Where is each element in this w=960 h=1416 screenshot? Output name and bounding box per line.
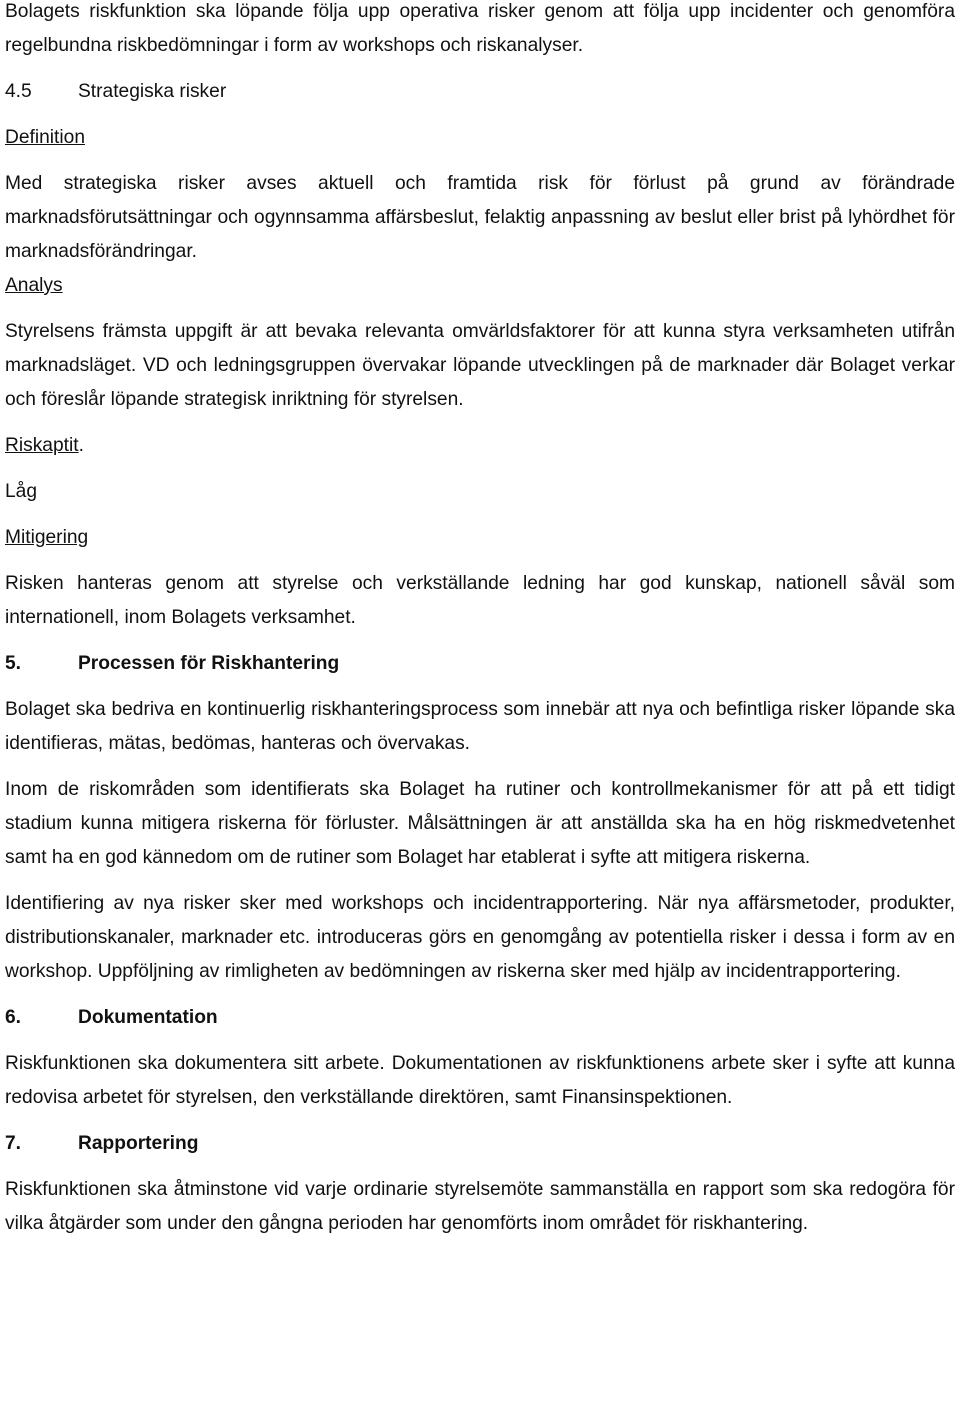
section-7-paragraph-1: Riskfunktionen ska åtminstone vid varje ordinarie styrelsemöte sammanställa en rapport som ska redogöra för vilka åtgärder som under den gångna perioden har genomförts inom området för riskhantering. xyxy=(5,1179,955,1234)
section-5-paragraph-1: Bolaget ska bedriva en kontinuerlig riskhanteringsprocess som innebär att nya och befintliga risker löpande ska identifieras, mätas, bedömas, hanteras och övervakas. xyxy=(5,699,955,754)
section-4-5-title: Strategiska risker xyxy=(78,81,227,102)
riskaptit-value: Låg xyxy=(5,481,38,502)
analys-paragraph: Styrelsens främsta uppgift är att bevaka relevanta omvärldsfaktorer för att kunna styra verksamheten utifrån marknadsläget. VD och ledningsgruppen övervakar löpande utvecklingen på de marknader där Bolaget verkar och föreslår löpande strategisk inriktning för styrelsen. xyxy=(5,321,955,410)
section-5-number: 5. xyxy=(5,653,22,674)
section-6-heading xyxy=(5,1001,955,1035)
analys-label: Analys xyxy=(5,275,63,296)
section-5-paragraph-2: Inom de riskområden som identifierats ska Bolaget ha rutiner och kontrollmekanismer för att på ett tidigt stadium kunna mitigera riskerna för förluster. Målsättningen är att anställda ska ha en hög riskmedvetenhet samt ha en god kännedom om de rutiner som Bolaget har etablerat i syfte att mitigera riskerna. xyxy=(5,779,955,868)
mitigering-label: Mitigering xyxy=(5,527,89,548)
section-6-number: 6. xyxy=(5,1007,22,1028)
section-7-number: 7. xyxy=(5,1133,22,1154)
section-5-paragraph-3: Identifiering av nya risker sker med workshops och incidentrapportering. När nya affärsmetoder, produkter, distributionskanaler, marknader etc. introduceras görs en genomgång av potentiella risker i dessa i form av en workshop. Uppföljning av rimligheten av bedömningen av riskerna sker med hjälp av incidentrapportering. xyxy=(5,893,955,982)
section-5-heading xyxy=(5,647,955,681)
section-5-title: Processen för Riskhantering xyxy=(78,653,340,674)
section-4-5-number: 4.5 xyxy=(5,81,32,102)
definition-paragraph: Med strategiska risker avses aktuell och framtida risk för förlust på grund av förändrade marknadsförutsättningar och ogynnsamma affärsbeslut, felaktig anpassning av beslut eller brist på lyhördhet för marknadsförändringar. xyxy=(5,173,955,262)
section-4-5-heading xyxy=(5,75,955,109)
riskaptit-label: Riskaptit xyxy=(5,435,79,456)
document-page xyxy=(5,0,955,1241)
mitigering-paragraph: Risken hanteras genom att styrelse och verkställande ledning har god kunskap, nationell såväl som internationell, inom Bolagets verksamhet. xyxy=(5,573,955,628)
section-6-title: Dokumentation xyxy=(78,1007,218,1028)
definition-label: Definition xyxy=(5,127,85,148)
section-7-title: Rapportering xyxy=(78,1133,199,1154)
riskaptit-dot: . xyxy=(78,435,84,456)
section-7-heading xyxy=(5,1127,955,1161)
section-6-paragraph-1: Riskfunktionen ska dokumentera sitt arbete. Dokumentationen av riskfunktionens arbete sker i syfte att kunna redovisa arbetet för styrelsen, den verkställande direktören, samt Finansinspektionen. xyxy=(5,1053,955,1108)
riskaptit-line xyxy=(5,429,955,463)
intro-paragraph: Bolagets riskfunktion ska löpande följa upp operativa risker genom att följa upp incidenter och genomföra regelbundna riskbedömningar i form av workshops och riskanalyser. xyxy=(5,1,955,56)
